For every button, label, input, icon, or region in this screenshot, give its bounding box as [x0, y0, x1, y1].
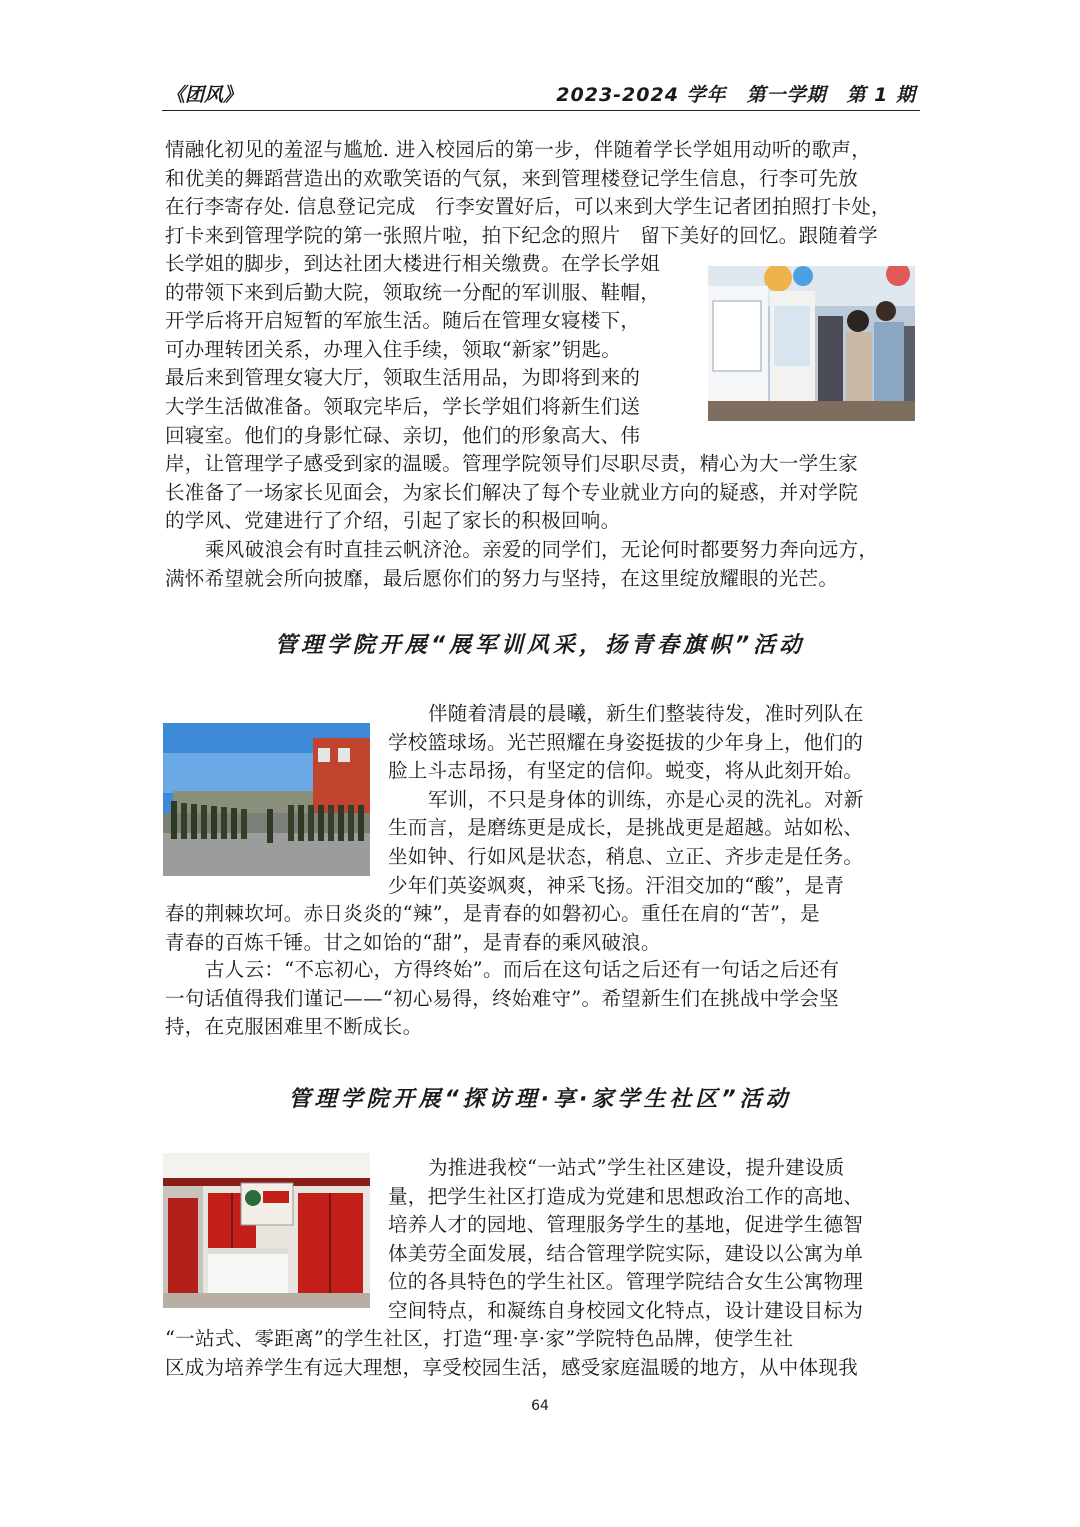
text-line: 生而言，是磨练更是成长，是挑战更是超越。站如松、	[388, 816, 864, 840]
article2-text-wrap	[388, 700, 918, 900]
text-line: 开学后将开启短暂的军旅生活。随后在管理女寝楼下，	[165, 309, 641, 333]
text-line: 青春的百炼千锤。甘之如饴的“甜”，是青春的乘风破浪。	[165, 930, 661, 954]
text-line: 坐如钟、行如风是状态，稍息、立正、齐步走是任务。	[388, 844, 864, 868]
text-line: 岸，让管理学子感受到家的温暖。管理学院领导们尽职尽责，精心为大一学生家	[165, 452, 859, 475]
text-line: 培养人才的园地、管理服务学生的基地，促进学生德智	[388, 1213, 864, 1237]
issue-info: 2023-2024 学年 第一学期 第 1 期	[556, 84, 916, 106]
text-line: 为推进我校“一站式”学生社区建设，提升建设质	[428, 1156, 845, 1179]
text-line: 长准备了一场家长见面会，为家长们解决了每个专业就业方向的疑惑，并对学院	[165, 480, 859, 504]
text-line: 和优美的舞蹈营造出的欢歌笑语的气氛，来到管理楼登记学生信息，行李可先放	[165, 166, 859, 190]
text-line: 回寝室。他们的身影忙碌、亲切，他们的形象高大、伟	[165, 423, 641, 447]
text-line: 最后来到管理女寝大厅，领取生活用品，为即将到来的	[165, 366, 641, 390]
article2-closing	[165, 956, 920, 1042]
text-line: 脸上斗志昂扬，有坚定的信仰。蜕变，将从此刻开始。	[388, 759, 864, 783]
article2-text-bottom	[165, 900, 920, 957]
text-line: “一站式、零距离”的学生社区，打造“理·享·家”学院特色品牌，使学生社	[165, 1327, 794, 1350]
page-number: 64	[531, 1398, 549, 1414]
text-line: 体美劳全面发展，结合管理学院实际，建设以公寓为单	[388, 1241, 864, 1265]
text-line: 伴随着清晨的晨曦，新生们整装待发，准时列队在	[428, 702, 864, 725]
student-community-photo	[163, 1153, 370, 1308]
text-line: 打卡来到管理学院的第一张照片啦，拍下纪念的照片 留下美好的回忆。跟随着学	[165, 223, 878, 247]
text-line: 持，在克服困难里不断成长。	[165, 1015, 423, 1039]
text-line: 区成为培养学生有远大理想，享受校园生活，感受家庭温暖的地方，从中体现我	[165, 1355, 859, 1379]
military-training-photo	[163, 723, 370, 876]
article1-text-top	[165, 136, 920, 250]
text-line: 位的各具特色的学生社区。管理学院结合女生公寓物理	[388, 1270, 864, 1294]
text-line: 在行李寄存处. 信息登记完成 行李安置好后，可以来到大学生记者团拍照打卡处，	[165, 195, 891, 219]
journal-name: 《团风》	[166, 84, 243, 106]
text-line: 大学生活做准备。领取完毕后，学长学姐们将新生们送	[165, 394, 641, 418]
text-line: 一句话值得我们谨记——“初心易得，终始难守”。希望新生们在挑战中学会坚	[165, 986, 839, 1010]
article3-text-wrap	[388, 1154, 918, 1326]
text-line: 空间特点，和凝练自身校园文化特点，设计建设目标为	[388, 1298, 864, 1322]
article3-text-bottom	[165, 1325, 920, 1382]
registration-photo	[708, 266, 915, 421]
text-line: 量，把学生社区打造成为党建和思想政治工作的高地、	[388, 1184, 864, 1208]
text-line: 古人云：“不忘初心，方得终始”。而后在这句话之后还有一句话之后还有	[205, 958, 840, 981]
text-line: 春的荆棘坎坷。赤日炎炎的“辣”，是青春的如磐初心。重任在肩的“苦”，是	[165, 902, 820, 925]
text-line: 情融化初见的羞涩与尴尬. 进入校园后的第一步，伴随着学长学姐用动听的歌声，	[165, 138, 871, 161]
article1-text-wrap	[165, 250, 705, 450]
article1-closing	[165, 536, 920, 593]
article3-title: 管理学院开展“探访理·享·家学生社区”活动	[288, 1087, 792, 1112]
article2-title: 管理学院开展“展军训风采，扬青春旗帜”活动	[274, 633, 806, 658]
text-line: 乘风破浪会有时直挂云帆济沧。亲爱的同学们，无论何时都要努力奔向远方，	[205, 538, 879, 561]
text-line: 长学姐的脚步，到达社团大楼进行相关缴费。在学长学姐	[165, 252, 661, 275]
text-line: 学校篮球场。光芒照耀在身姿挺拔的少年身上，他们的	[388, 730, 864, 754]
text-line: 满怀希望就会所向披靡，最后愿你们的努力与坚持，在这里绽放耀眼的光芒。	[165, 566, 839, 590]
article1-text-bottom	[165, 450, 920, 536]
text-line: 军训，不只是身体的训练，亦是心灵的洗礼。对新	[428, 787, 864, 811]
text-line: 的学风、党建进行了介绍，引起了家长的积极回响。	[165, 509, 621, 533]
text-line: 可办理转团关系，办理入住手续，领取“新家”钥匙。	[165, 337, 622, 361]
page-header	[162, 78, 920, 111]
text-line: 的带领下来到后勤大院，领取统一分配的军训服、鞋帽，	[165, 280, 661, 304]
text-line: 少年们英姿飒爽，神采飞扬。汗泪交加的“酸”，是青	[388, 873, 845, 897]
